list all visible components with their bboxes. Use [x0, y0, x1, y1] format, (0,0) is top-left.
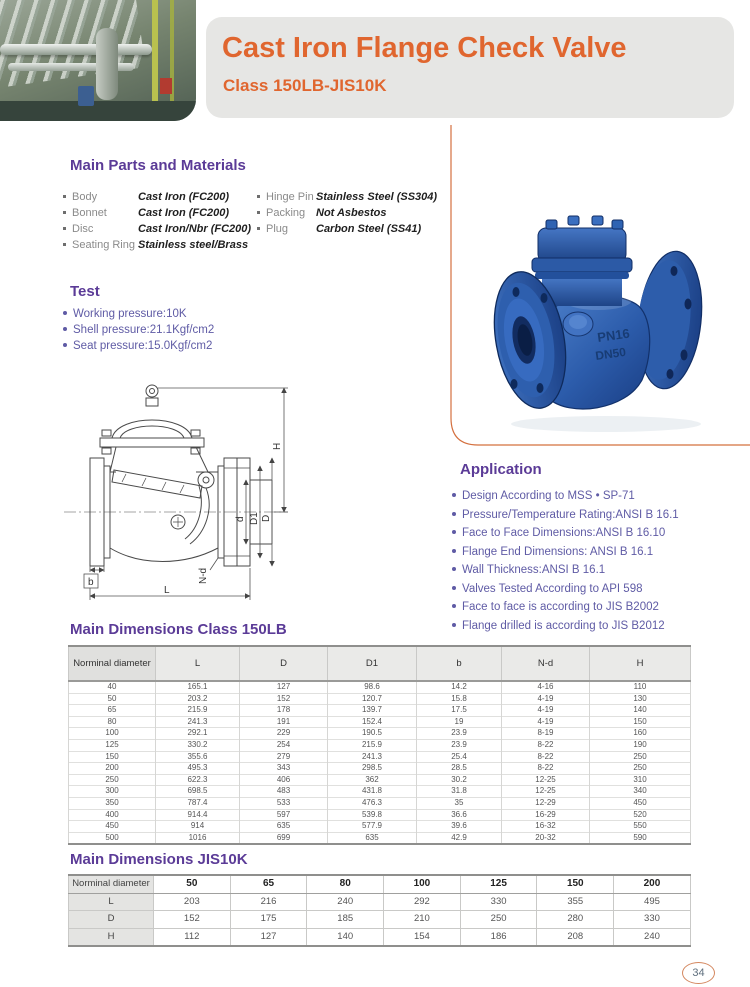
- photo-pipe-decor: [0, 44, 152, 55]
- table-cell: 20-32: [502, 832, 590, 844]
- bullet-icon: [63, 311, 67, 315]
- dim-label-H: H: [272, 442, 283, 450]
- part-label: Plug: [266, 223, 289, 235]
- bullet-icon: [452, 586, 456, 590]
- table-cell: 100: [69, 728, 156, 740]
- application-heading: Application: [460, 461, 542, 478]
- table-cell: 186: [460, 928, 537, 946]
- table-cell: 250: [590, 763, 691, 775]
- bullet-icon: [63, 211, 66, 214]
- column-header: Norminal diameter: [69, 646, 156, 681]
- table-cell: 292.1: [156, 728, 240, 740]
- bullet-icon: [63, 327, 67, 331]
- table-cell: 39.6: [417, 821, 502, 833]
- table-cell: 635: [240, 821, 328, 833]
- valve-plug-boss: [563, 312, 593, 336]
- photo-box-decor: [160, 78, 172, 94]
- part-value: Cast Iron/Nbr (FC200): [138, 223, 252, 235]
- table-cell: 203: [154, 893, 231, 911]
- table-cell: 215.9: [328, 739, 417, 751]
- column-header: H: [590, 646, 691, 681]
- list-item: [452, 543, 679, 562]
- table-row: [69, 693, 691, 705]
- part-item: [63, 236, 258, 252]
- list-item: [452, 580, 679, 599]
- item-text: Pressure/Temperature Rating:ANSI B 16.1: [462, 508, 679, 521]
- table-row: [69, 739, 691, 751]
- table-cell: 590: [590, 832, 691, 844]
- item-text: Face to Face Dimensions:ANSI B 16.10: [462, 527, 666, 539]
- bullet-icon: [452, 530, 456, 534]
- table-cell: 190: [590, 739, 691, 751]
- parts-list-left: [63, 188, 258, 252]
- table-cell: 208: [537, 928, 614, 946]
- parts-heading: Main Parts and Materials: [70, 157, 246, 174]
- table-cell: 154: [384, 928, 461, 946]
- column-header: D1: [328, 646, 417, 681]
- table-row: [69, 751, 691, 763]
- dim-label-L: L: [164, 585, 170, 596]
- bullet-icon: [63, 227, 66, 230]
- table-cell: 330.2: [156, 739, 240, 751]
- application-list: [452, 487, 679, 635]
- table-cell: 127: [230, 928, 307, 946]
- part-label: Packing: [266, 207, 306, 219]
- table-cell: 698.5: [156, 786, 240, 798]
- table-cell: 8-19: [502, 728, 590, 740]
- list-item: [452, 506, 679, 525]
- table-cell: 310: [590, 774, 691, 786]
- table-cell: 140: [590, 705, 691, 717]
- table-row: [69, 716, 691, 728]
- table-cell: 495.3: [156, 763, 240, 775]
- photo-vessel-decor: [96, 28, 118, 100]
- table-cell: 216: [230, 893, 307, 911]
- part-value: Carbon Steel (SS41): [316, 223, 422, 235]
- table-cell: 622.3: [156, 774, 240, 786]
- table-cell: 241.3: [156, 716, 240, 728]
- table-cell: 191: [240, 716, 328, 728]
- table-row: [69, 774, 691, 786]
- table-header-row: [69, 875, 691, 893]
- table-cell: 343: [240, 763, 328, 775]
- page-number: 34: [692, 967, 705, 979]
- part-item: [257, 220, 457, 236]
- table-cell: 19: [417, 716, 502, 728]
- list-item: [452, 617, 679, 636]
- table-cell: 550: [590, 821, 691, 833]
- row-header: D: [69, 911, 154, 929]
- table-cell: 240: [614, 928, 691, 946]
- table-cell: 175: [230, 911, 307, 929]
- parts-list-right: [257, 188, 457, 236]
- table-row: [69, 786, 691, 798]
- table-cell: 476.3: [328, 797, 417, 809]
- table-jis10k-heading: Main Dimensions JIS10K: [70, 851, 248, 868]
- table-row: [69, 809, 691, 821]
- dim-label-d: d: [235, 516, 246, 522]
- column-header: b: [417, 646, 502, 681]
- valve-product-photo: [486, 212, 738, 442]
- table-cell: 152.4: [328, 716, 417, 728]
- table-cell: 178: [240, 705, 328, 717]
- list-item: [452, 561, 679, 580]
- table-row: [69, 928, 691, 946]
- part-label: Hinge Pin: [266, 191, 314, 203]
- table-cell: 215.9: [156, 705, 240, 717]
- table-cell: 12-25: [502, 786, 590, 798]
- part-item: [63, 188, 258, 204]
- part-item: [63, 220, 258, 236]
- table-cell: 597: [240, 809, 328, 821]
- table-cell: 250: [69, 774, 156, 786]
- valve-cast-text-pn: PN16: [596, 325, 631, 345]
- test-heading: Test: [70, 283, 100, 300]
- table-cell: 127: [240, 681, 328, 693]
- bullet-icon: [452, 623, 456, 627]
- table-cell: 1016: [156, 832, 240, 844]
- table-cell: 25.4: [417, 751, 502, 763]
- table-cell: 500: [69, 832, 156, 844]
- part-label: Body: [72, 191, 98, 203]
- bullet-icon: [257, 211, 260, 214]
- table-row: [69, 821, 691, 833]
- table-cell: 533: [240, 797, 328, 809]
- list-item: [63, 322, 214, 338]
- table-cell: 15.8: [417, 693, 502, 705]
- photo-floor-decor: [0, 101, 196, 121]
- table-cell: 355.6: [156, 751, 240, 763]
- header: [206, 17, 734, 118]
- bullet-icon: [257, 195, 260, 198]
- item-text: Design According to MSS • SP-71: [462, 490, 635, 502]
- table-cell: 160: [590, 728, 691, 740]
- item-text: Seat pressure:15.0Kgf/cm2: [73, 340, 213, 352]
- row-header: L: [69, 893, 154, 911]
- table-cell: 292: [384, 893, 461, 911]
- column-header: D: [240, 646, 328, 681]
- table-cell: 140: [307, 928, 384, 946]
- table-cell: 120.7: [328, 693, 417, 705]
- list-item: [63, 306, 214, 322]
- list-item: [63, 338, 214, 354]
- table-cell: 362: [328, 774, 417, 786]
- table-cell: 152: [240, 693, 328, 705]
- table-cell: 250: [460, 911, 537, 929]
- table-cell: 300: [69, 786, 156, 798]
- table-cell: 203.2: [156, 693, 240, 705]
- column-header: N-d: [502, 646, 590, 681]
- table-cell: 28.5: [417, 763, 502, 775]
- item-text: Working pressure:10K: [73, 308, 187, 320]
- item-text: Valves Tested According to API 598: [462, 582, 643, 595]
- table-cell: 150: [69, 751, 156, 763]
- table-cell: 8-22: [502, 763, 590, 775]
- bullet-icon: [63, 343, 67, 347]
- table-cell: 190.5: [328, 728, 417, 740]
- table-cell: 406: [240, 774, 328, 786]
- table-cell: 229: [240, 728, 328, 740]
- table-row: [69, 911, 691, 929]
- table-cell: 139.7: [328, 705, 417, 717]
- table-cell: 330: [460, 893, 537, 911]
- table-cell: 50: [69, 693, 156, 705]
- table-cell: 12-29: [502, 797, 590, 809]
- table-cell: 279: [240, 751, 328, 763]
- table-cell: 185: [307, 911, 384, 929]
- table-cell: 14.2: [417, 681, 502, 693]
- table-cell: 577.9: [328, 821, 417, 833]
- table-cell: 914: [156, 821, 240, 833]
- dimensions-table-150lb: [68, 645, 691, 845]
- table-cell: 431.8: [328, 786, 417, 798]
- table-cell: 483: [240, 786, 328, 798]
- table-cell: 200: [69, 763, 156, 775]
- part-label: Seating Ring: [72, 239, 135, 251]
- column-header: 100: [384, 875, 461, 893]
- part-value: Not Asbestos: [316, 207, 387, 219]
- table-header-row: [69, 646, 691, 681]
- table-cell: 450: [590, 797, 691, 809]
- item-text: Wall Thickness:ANSI B 16.1: [462, 564, 606, 576]
- part-value: Stainless steel/Brass: [138, 239, 249, 251]
- dim-label-D1: D1: [249, 512, 260, 525]
- page-subtitle: Class 150LB-JIS10K: [223, 76, 387, 95]
- table-row: [69, 763, 691, 775]
- table-cell: 787.4: [156, 797, 240, 809]
- table-row: [69, 832, 691, 844]
- table-cell: 31.8: [417, 786, 502, 798]
- table-cell: 150: [590, 716, 691, 728]
- part-value: Cast Iron (FC200): [138, 207, 230, 219]
- item-text: Flange drilled is according to JIS B2012: [462, 619, 665, 632]
- bullet-icon: [452, 493, 456, 497]
- page-number-badge: [682, 962, 715, 984]
- column-header: 65: [230, 875, 307, 893]
- dim-label-Nd: N-d: [198, 567, 209, 584]
- table-row: [69, 681, 691, 693]
- column-header: 80: [307, 875, 384, 893]
- table-cell: 16-29: [502, 809, 590, 821]
- table-row: [69, 728, 691, 740]
- dimensions-table-jis10k: [68, 874, 691, 947]
- item-text: Face to face is according to JIS B2002: [462, 601, 659, 613]
- table-cell: 350: [69, 797, 156, 809]
- table-cell: 520: [590, 809, 691, 821]
- bullet-icon: [63, 195, 66, 198]
- table-cell: 340: [590, 786, 691, 798]
- list-item: [452, 524, 679, 543]
- table-cell: 35: [417, 797, 502, 809]
- table-cell: 4-19: [502, 693, 590, 705]
- column-header: 50: [154, 875, 231, 893]
- table-row: [69, 797, 691, 809]
- part-item: [257, 188, 457, 204]
- table-cell: 110: [590, 681, 691, 693]
- table-row: [69, 705, 691, 717]
- table-cell: 241.3: [328, 751, 417, 763]
- list-item: [452, 598, 679, 617]
- list-item: [452, 487, 679, 506]
- table-cell: 65: [69, 705, 156, 717]
- table-cell: 112: [154, 928, 231, 946]
- table-cell: 8-22: [502, 751, 590, 763]
- column-header: L: [156, 646, 240, 681]
- table-cell: 280: [537, 911, 614, 929]
- table-cell: 914.4: [156, 809, 240, 821]
- table-cell: 210: [384, 911, 461, 929]
- bullet-icon: [63, 243, 66, 246]
- table-cell: 495: [614, 893, 691, 911]
- table-row: [69, 893, 691, 911]
- column-header: 150: [537, 875, 614, 893]
- table-cell: 250: [590, 751, 691, 763]
- photo-pump-decor: [78, 86, 94, 106]
- table-cell: 30.2: [417, 774, 502, 786]
- column-header: 125: [460, 875, 537, 893]
- test-list: [63, 306, 214, 354]
- page-title: Cast Iron Flange Check Valve: [222, 32, 627, 64]
- plant-photo: [0, 0, 196, 121]
- column-header: Norminal diameter: [69, 875, 154, 893]
- table-cell: 130: [590, 693, 691, 705]
- table-cell: 539.8: [328, 809, 417, 821]
- part-value: Stainless Steel (SS304): [316, 191, 438, 203]
- table-cell: 12-25: [502, 774, 590, 786]
- part-item: [63, 204, 258, 220]
- table-cell: 450: [69, 821, 156, 833]
- column-header: 200: [614, 875, 691, 893]
- table-cell: 80: [69, 716, 156, 728]
- part-item: [257, 204, 457, 220]
- table-cell: 125: [69, 739, 156, 751]
- table-cell: 635: [328, 832, 417, 844]
- table-cell: 240: [307, 893, 384, 911]
- table-cell: 40: [69, 681, 156, 693]
- table-cell: 8-22: [502, 739, 590, 751]
- valve-shadow: [511, 416, 701, 432]
- bullet-icon: [452, 567, 456, 571]
- dim-label-D: D: [261, 514, 272, 522]
- table-cell: 4-19: [502, 716, 590, 728]
- item-text: Flange End Dimensions: ANSI B 16.1: [462, 545, 654, 558]
- table-cell: 17.5: [417, 705, 502, 717]
- table-cell: 4-16: [502, 681, 590, 693]
- table-cell: 23.9: [417, 739, 502, 751]
- table-cell: 152: [154, 911, 231, 929]
- part-label: Bonnet: [72, 207, 107, 219]
- table-cell: 254: [240, 739, 328, 751]
- dim-label-b: b: [88, 577, 94, 588]
- table-cell: 165.1: [156, 681, 240, 693]
- bullet-icon: [257, 227, 260, 230]
- table-cell: 23.9: [417, 728, 502, 740]
- table-cell: 400: [69, 809, 156, 821]
- table-cell: 42.9: [417, 832, 502, 844]
- row-header: H: [69, 928, 154, 946]
- part-value: Cast Iron (FC200): [138, 191, 230, 203]
- table-cell: 36.6: [417, 809, 502, 821]
- table-cell: 355: [537, 893, 614, 911]
- table-cell: 16-32: [502, 821, 590, 833]
- table-150lb-heading: Main Dimensions Class 150LB: [70, 621, 287, 638]
- bullet-icon: [452, 604, 456, 608]
- table-cell: 98.6: [328, 681, 417, 693]
- bullet-icon: [452, 549, 456, 553]
- table-cell: 699: [240, 832, 328, 844]
- item-text: Shell pressure:21.1Kgf/cm2: [73, 324, 215, 336]
- bullet-icon: [452, 512, 456, 516]
- table-cell: 330: [614, 911, 691, 929]
- table-cell: 298.5: [328, 763, 417, 775]
- technical-drawing: [56, 372, 394, 612]
- valve-cast-text-dn: DN50: [594, 344, 627, 363]
- part-label: Disc: [72, 223, 94, 235]
- table-cell: 4-19: [502, 705, 590, 717]
